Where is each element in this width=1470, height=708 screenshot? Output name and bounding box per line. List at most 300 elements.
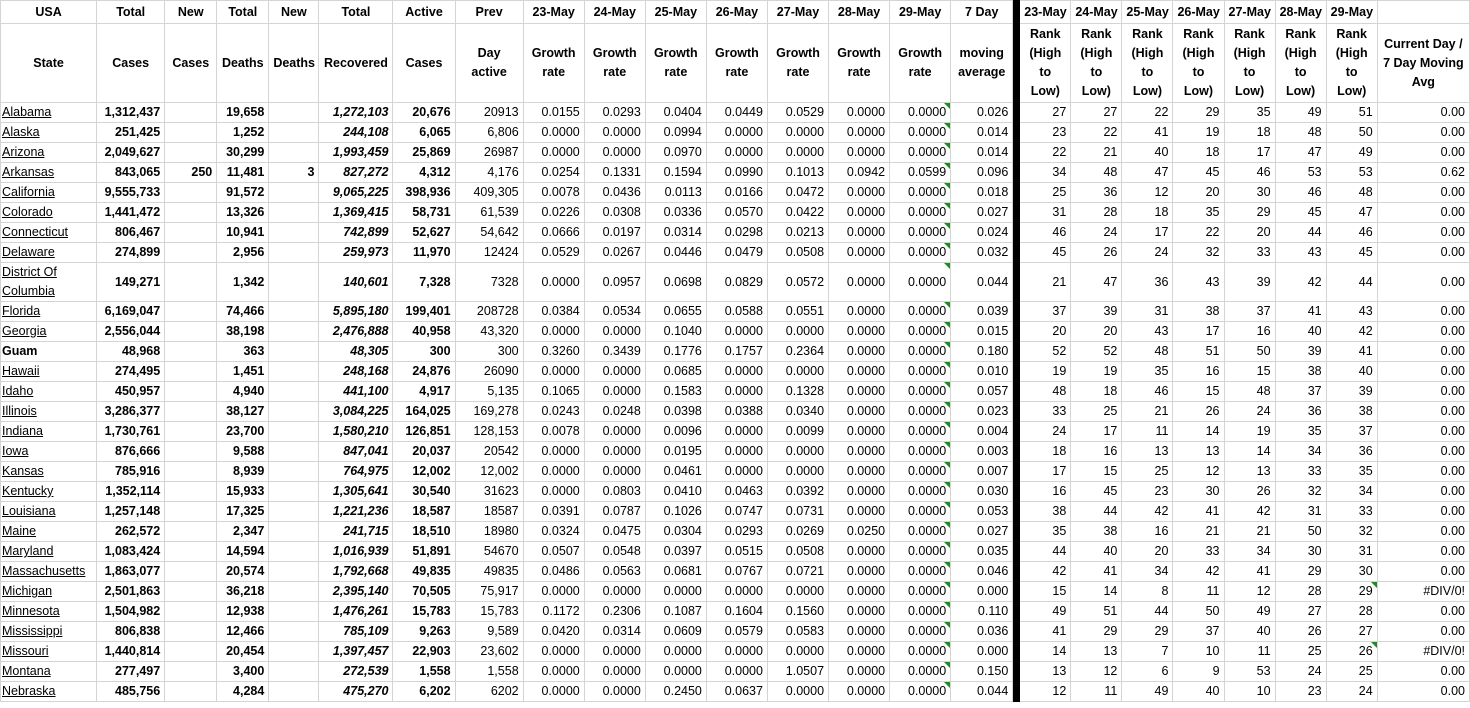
recovered-cell[interactable]: 2,395,140 xyxy=(319,582,393,602)
prev-day-active-cell[interactable]: 409,305 xyxy=(455,183,523,203)
rank-cell[interactable]: 41 xyxy=(1224,562,1275,582)
growth-rate-cell[interactable]: 0.0000 xyxy=(523,462,584,482)
state-link[interactable]: Idaho xyxy=(1,382,97,402)
active-cases-cell[interactable]: 12,002 xyxy=(393,462,455,482)
state-link[interactable]: Maine xyxy=(1,522,97,542)
recovered-cell[interactable]: 259,973 xyxy=(319,243,393,263)
growth-rate-cell[interactable]: 0.0000 xyxy=(523,442,584,462)
header-cell[interactable]: Growth rate xyxy=(767,24,828,103)
active-cases-cell[interactable]: 25,869 xyxy=(393,143,455,163)
rank-cell[interactable]: 36 xyxy=(1275,402,1326,422)
total-cases-cell[interactable]: 1,504,982 xyxy=(97,602,165,622)
growth-rate-cell[interactable]: 0.0803 xyxy=(584,482,645,502)
growth-rate-cell[interactable]: 1.0507 xyxy=(767,662,828,682)
moving-average-cell[interactable]: 0.110 xyxy=(951,602,1013,622)
header-cell[interactable]: Cases xyxy=(393,24,455,103)
rank-cell[interactable]: 41 xyxy=(1173,502,1224,522)
rank-cell[interactable]: 33 xyxy=(1275,462,1326,482)
active-cases-cell[interactable]: 52,627 xyxy=(393,223,455,243)
growth-rate-cell[interactable]: 0.0609 xyxy=(645,622,706,642)
recovered-cell[interactable]: 5,895,180 xyxy=(319,302,393,322)
prev-day-active-cell[interactable]: 23,602 xyxy=(455,642,523,662)
header-cell[interactable]: 27-May xyxy=(767,1,828,24)
active-cases-cell[interactable]: 24,876 xyxy=(393,362,455,382)
total-deaths-cell[interactable]: 12,938 xyxy=(217,602,269,622)
header-cell[interactable]: USA xyxy=(1,1,97,24)
new-deaths-cell[interactable] xyxy=(269,622,319,642)
active-cases-cell[interactable]: 1,558 xyxy=(393,662,455,682)
rank-cell[interactable]: 28 xyxy=(1071,203,1122,223)
growth-rate-cell[interactable]: 0.0000 xyxy=(523,662,584,682)
growth-rate-cell[interactable]: 0.0942 xyxy=(829,163,890,183)
prev-day-active-cell[interactable]: 208728 xyxy=(455,302,523,322)
header-cell[interactable]: Growth rate xyxy=(584,24,645,103)
state-link[interactable]: Nebraska xyxy=(1,682,97,702)
recovered-cell[interactable]: 1,305,641 xyxy=(319,482,393,502)
rank-cell[interactable]: 18 xyxy=(1020,442,1071,462)
total-deaths-cell[interactable]: 3,400 xyxy=(217,662,269,682)
rank-cell[interactable]: 49 xyxy=(1275,103,1326,123)
growth-rate-cell[interactable]: 0.0000 xyxy=(890,622,951,642)
header-cell[interactable]: Growth rate xyxy=(706,24,767,103)
rank-cell[interactable]: 43 xyxy=(1173,263,1224,302)
rank-cell[interactable]: 22 xyxy=(1020,143,1071,163)
header-cell[interactable]: Rank (High to Low) xyxy=(1224,24,1275,103)
moving-average-cell[interactable]: 0.000 xyxy=(951,582,1013,602)
rank-cell[interactable]: 18 xyxy=(1071,382,1122,402)
moving-average-cell[interactable]: 0.096 xyxy=(951,163,1013,183)
recovered-cell[interactable]: 1,221,236 xyxy=(319,502,393,522)
growth-rate-cell[interactable]: 0.0000 xyxy=(829,542,890,562)
new-cases-cell[interactable] xyxy=(165,302,217,322)
growth-rate-cell[interactable]: 0.0000 xyxy=(829,103,890,123)
rank-cell[interactable]: 28 xyxy=(1275,582,1326,602)
prev-day-active-cell[interactable]: 15,783 xyxy=(455,602,523,622)
total-deaths-cell[interactable]: 10,941 xyxy=(217,223,269,243)
prev-day-active-cell[interactable]: 5,135 xyxy=(455,382,523,402)
prev-day-active-cell[interactable]: 20913 xyxy=(455,103,523,123)
rank-cell[interactable]: 18 xyxy=(1122,203,1173,223)
rank-cell[interactable]: 27 xyxy=(1275,602,1326,622)
header-cell[interactable]: Active xyxy=(393,1,455,24)
growth-rate-cell[interactable]: 0.0637 xyxy=(706,682,767,702)
growth-rate-cell[interactable]: 0.0000 xyxy=(829,342,890,362)
rank-cell[interactable]: 42 xyxy=(1122,502,1173,522)
growth-rate-cell[interactable]: 0.0461 xyxy=(645,462,706,482)
rank-cell[interactable]: 49 xyxy=(1224,602,1275,622)
growth-rate-cell[interactable]: 0.0970 xyxy=(645,143,706,163)
moving-average-cell[interactable]: 0.023 xyxy=(951,402,1013,422)
rank-cell[interactable]: 53 xyxy=(1275,163,1326,183)
header-cell[interactable]: Growth rate xyxy=(829,24,890,103)
moving-average-cell[interactable]: 0.057 xyxy=(951,382,1013,402)
growth-rate-cell[interactable]: 0.0000 xyxy=(523,582,584,602)
header-cell[interactable]: Cases xyxy=(97,24,165,103)
recovered-cell[interactable]: 847,041 xyxy=(319,442,393,462)
moving-average-cell[interactable]: 0.044 xyxy=(951,682,1013,702)
current-vs-average-cell[interactable]: 0.00 xyxy=(1377,502,1469,522)
current-vs-average-cell[interactable]: 0.00 xyxy=(1377,183,1469,203)
rank-cell[interactable]: 24 xyxy=(1122,243,1173,263)
total-deaths-cell[interactable]: 4,940 xyxy=(217,382,269,402)
rank-cell[interactable]: 44 xyxy=(1326,263,1377,302)
rank-cell[interactable]: 11 xyxy=(1224,642,1275,662)
new-cases-cell[interactable] xyxy=(165,103,217,123)
rank-cell[interactable]: 25 xyxy=(1071,402,1122,422)
growth-rate-cell[interactable]: 0.0000 xyxy=(523,682,584,702)
total-deaths-cell[interactable]: 13,326 xyxy=(217,203,269,223)
rank-cell[interactable]: 14 xyxy=(1020,642,1071,662)
current-vs-average-cell[interactable]: 0.00 xyxy=(1377,203,1469,223)
total-cases-cell[interactable]: 48,968 xyxy=(97,342,165,362)
rank-cell[interactable]: 49 xyxy=(1122,682,1173,702)
growth-rate-cell[interactable]: 0.0000 xyxy=(829,243,890,263)
active-cases-cell[interactable]: 4,917 xyxy=(393,382,455,402)
rank-cell[interactable]: 42 xyxy=(1173,562,1224,582)
rank-cell[interactable]: 17 xyxy=(1020,462,1071,482)
growth-rate-cell[interactable]: 0.0324 xyxy=(523,522,584,542)
rank-cell[interactable]: 14 xyxy=(1224,442,1275,462)
active-cases-cell[interactable]: 30,540 xyxy=(393,482,455,502)
moving-average-cell[interactable]: 0.150 xyxy=(951,662,1013,682)
prev-day-active-cell[interactable]: 1,558 xyxy=(455,662,523,682)
header-cell[interactable]: 29-May xyxy=(1326,1,1377,24)
growth-rate-cell[interactable]: 0.0829 xyxy=(706,263,767,302)
growth-rate-cell[interactable]: 0.0000 xyxy=(767,442,828,462)
growth-rate-cell[interactable]: 0.0655 xyxy=(645,302,706,322)
rank-cell[interactable]: 15 xyxy=(1224,362,1275,382)
rank-cell[interactable]: 42 xyxy=(1275,263,1326,302)
growth-rate-cell[interactable]: 0.0099 xyxy=(767,422,828,442)
rank-cell[interactable]: 30 xyxy=(1224,183,1275,203)
growth-rate-cell[interactable]: 0.0000 xyxy=(584,682,645,702)
rank-cell[interactable]: 50 xyxy=(1224,342,1275,362)
growth-rate-cell[interactable]: 0.0000 xyxy=(890,183,951,203)
growth-rate-cell[interactable]: 0.0599 xyxy=(890,163,951,183)
growth-rate-cell[interactable]: 0.0000 xyxy=(890,462,951,482)
rank-cell[interactable]: 51 xyxy=(1071,602,1122,622)
growth-rate-cell[interactable]: 0.0267 xyxy=(584,243,645,263)
growth-rate-cell[interactable]: 0.0000 xyxy=(584,462,645,482)
moving-average-cell[interactable]: 0.015 xyxy=(951,322,1013,342)
growth-rate-cell[interactable]: 0.0293 xyxy=(584,103,645,123)
state-link[interactable]: Kansas xyxy=(1,462,97,482)
state-link[interactable]: Michigan xyxy=(1,582,97,602)
growth-rate-cell[interactable]: 0.0000 xyxy=(890,582,951,602)
new-deaths-cell[interactable] xyxy=(269,322,319,342)
header-cell[interactable]: 27-May xyxy=(1224,1,1275,24)
growth-rate-cell[interactable]: 0.0508 xyxy=(767,243,828,263)
current-vs-average-cell[interactable]: #DIV/0! xyxy=(1377,642,1469,662)
recovered-cell[interactable]: 785,109 xyxy=(319,622,393,642)
state-link[interactable]: Hawaii xyxy=(1,362,97,382)
rank-cell[interactable]: 26 xyxy=(1326,642,1377,662)
active-cases-cell[interactable]: 20,037 xyxy=(393,442,455,462)
total-deaths-cell[interactable]: 8,939 xyxy=(217,462,269,482)
total-deaths-cell[interactable]: 1,342 xyxy=(217,263,269,302)
growth-rate-cell[interactable]: 0.0420 xyxy=(523,622,584,642)
current-vs-average-cell[interactable]: 0.62 xyxy=(1377,163,1469,183)
rank-cell[interactable]: 36 xyxy=(1071,183,1122,203)
recovered-cell[interactable]: 1,272,103 xyxy=(319,103,393,123)
rank-cell[interactable]: 46 xyxy=(1224,163,1275,183)
header-cell[interactable]: Rank (High to Low) xyxy=(1122,24,1173,103)
growth-rate-cell[interactable]: 0.0000 xyxy=(829,442,890,462)
rank-cell[interactable]: 45 xyxy=(1020,243,1071,263)
new-deaths-cell[interactable] xyxy=(269,382,319,402)
new-cases-cell[interactable] xyxy=(165,382,217,402)
growth-rate-cell[interactable]: 0.0000 xyxy=(767,462,828,482)
growth-rate-cell[interactable]: 0.0000 xyxy=(890,382,951,402)
growth-rate-cell[interactable]: 0.2306 xyxy=(584,602,645,622)
header-cell[interactable]: State xyxy=(1,24,97,103)
new-cases-cell[interactable] xyxy=(165,522,217,542)
prev-day-active-cell[interactable]: 31623 xyxy=(455,482,523,502)
growth-rate-cell[interactable]: 0.0787 xyxy=(584,502,645,522)
header-cell[interactable]: Rank (High to Low) xyxy=(1173,24,1224,103)
new-cases-cell[interactable] xyxy=(165,682,217,702)
growth-rate-cell[interactable]: 0.0340 xyxy=(767,402,828,422)
prev-day-active-cell[interactable]: 75,917 xyxy=(455,582,523,602)
current-vs-average-cell[interactable]: 0.00 xyxy=(1377,143,1469,163)
rank-cell[interactable]: 21 xyxy=(1224,522,1275,542)
rank-cell[interactable]: 13 xyxy=(1224,462,1275,482)
rank-cell[interactable]: 46 xyxy=(1122,382,1173,402)
header-cell[interactable]: Prev xyxy=(455,1,523,24)
prev-day-active-cell[interactable]: 54670 xyxy=(455,542,523,562)
growth-rate-cell[interactable]: 0.0000 xyxy=(829,682,890,702)
rank-cell[interactable]: 33 xyxy=(1173,542,1224,562)
growth-rate-cell[interactable]: 0.0000 xyxy=(890,123,951,143)
state-link[interactable]: Delaware xyxy=(1,243,97,263)
recovered-cell[interactable]: 1,397,457 xyxy=(319,642,393,662)
rank-cell[interactable]: 39 xyxy=(1224,263,1275,302)
header-cell[interactable]: 28-May xyxy=(829,1,890,24)
prev-day-active-cell[interactable]: 49835 xyxy=(455,562,523,582)
recovered-cell[interactable]: 475,270 xyxy=(319,682,393,702)
total-deaths-cell[interactable]: 38,198 xyxy=(217,322,269,342)
rank-cell[interactable]: 25 xyxy=(1020,183,1071,203)
growth-rate-cell[interactable]: 0.0254 xyxy=(523,163,584,183)
growth-rate-cell[interactable]: 0.0000 xyxy=(890,522,951,542)
rank-cell[interactable]: 38 xyxy=(1071,522,1122,542)
rank-cell[interactable]: 24 xyxy=(1326,682,1377,702)
total-deaths-cell[interactable]: 19,658 xyxy=(217,103,269,123)
header-cell[interactable]: Deaths xyxy=(217,24,269,103)
rank-cell[interactable]: 38 xyxy=(1020,502,1071,522)
active-cases-cell[interactable]: 15,783 xyxy=(393,602,455,622)
moving-average-cell[interactable]: 0.027 xyxy=(951,522,1013,542)
header-cell[interactable]: moving average xyxy=(951,24,1013,103)
growth-rate-cell[interactable]: 0.0731 xyxy=(767,502,828,522)
state-link[interactable]: Arizona xyxy=(1,143,97,163)
rank-cell[interactable]: 12 xyxy=(1020,682,1071,702)
growth-rate-cell[interactable]: 0.0213 xyxy=(767,223,828,243)
rank-cell[interactable]: 39 xyxy=(1326,382,1377,402)
rank-cell[interactable]: 48 xyxy=(1275,123,1326,143)
state-link[interactable]: Alabama xyxy=(1,103,97,123)
growth-rate-cell[interactable]: 0.0579 xyxy=(706,622,767,642)
growth-rate-cell[interactable]: 0.0551 xyxy=(767,302,828,322)
rank-cell[interactable]: 20 xyxy=(1071,322,1122,342)
rank-cell[interactable]: 33 xyxy=(1326,502,1377,522)
new-deaths-cell[interactable] xyxy=(269,522,319,542)
growth-rate-cell[interactable]: 0.0000 xyxy=(706,362,767,382)
moving-average-cell[interactable]: 0.026 xyxy=(951,103,1013,123)
active-cases-cell[interactable]: 49,835 xyxy=(393,562,455,582)
recovered-cell[interactable]: 1,369,415 xyxy=(319,203,393,223)
active-cases-cell[interactable]: 11,970 xyxy=(393,243,455,263)
active-cases-cell[interactable]: 22,903 xyxy=(393,642,455,662)
rank-cell[interactable]: 27 xyxy=(1071,103,1122,123)
current-vs-average-cell[interactable]: 0.00 xyxy=(1377,462,1469,482)
growth-rate-cell[interactable]: 0.0000 xyxy=(706,123,767,143)
active-cases-cell[interactable]: 18,510 xyxy=(393,522,455,542)
header-cell[interactable]: Cases xyxy=(165,24,217,103)
prev-day-active-cell[interactable]: 26987 xyxy=(455,143,523,163)
header-cell[interactable]: Rank (High to Low) xyxy=(1020,24,1071,103)
rank-cell[interactable]: 16 xyxy=(1071,442,1122,462)
growth-rate-cell[interactable]: 0.0113 xyxy=(645,183,706,203)
header-cell[interactable]: Recovered xyxy=(319,24,393,103)
growth-rate-cell[interactable]: 0.0767 xyxy=(706,562,767,582)
rank-cell[interactable]: 16 xyxy=(1224,322,1275,342)
new-cases-cell[interactable] xyxy=(165,243,217,263)
rank-cell[interactable]: 44 xyxy=(1122,602,1173,622)
prev-day-active-cell[interactable]: 9,589 xyxy=(455,622,523,642)
rank-cell[interactable]: 47 xyxy=(1122,163,1173,183)
growth-rate-cell[interactable]: 0.0000 xyxy=(767,582,828,602)
rank-cell[interactable]: 48 xyxy=(1122,342,1173,362)
rank-cell[interactable]: 53 xyxy=(1224,662,1275,682)
active-cases-cell[interactable]: 6,202 xyxy=(393,682,455,702)
state-link[interactable]: Indiana xyxy=(1,422,97,442)
growth-rate-cell[interactable]: 0.0000 xyxy=(767,682,828,702)
growth-rate-cell[interactable]: 0.0336 xyxy=(645,203,706,223)
new-cases-cell[interactable] xyxy=(165,362,217,382)
rank-cell[interactable]: 20 xyxy=(1173,183,1224,203)
rank-cell[interactable]: 14 xyxy=(1173,422,1224,442)
rank-cell[interactable]: 29 xyxy=(1071,622,1122,642)
header-cell[interactable]: Day active xyxy=(455,24,523,103)
current-vs-average-cell[interactable]: 0.00 xyxy=(1377,342,1469,362)
rank-cell[interactable]: 23 xyxy=(1020,123,1071,143)
current-vs-average-cell[interactable]: 0.00 xyxy=(1377,682,1469,702)
growth-rate-cell[interactable]: 0.0472 xyxy=(767,183,828,203)
moving-average-cell[interactable]: 0.024 xyxy=(951,223,1013,243)
rank-cell[interactable]: 37 xyxy=(1173,622,1224,642)
new-deaths-cell[interactable] xyxy=(269,662,319,682)
rank-cell[interactable]: 10 xyxy=(1173,642,1224,662)
growth-rate-cell[interactable]: 0.0293 xyxy=(706,522,767,542)
growth-rate-cell[interactable]: 0.0572 xyxy=(767,263,828,302)
new-cases-cell[interactable] xyxy=(165,263,217,302)
growth-rate-cell[interactable]: 0.0269 xyxy=(767,522,828,542)
growth-rate-cell[interactable]: 0.0957 xyxy=(584,263,645,302)
growth-rate-cell[interactable]: 0.0000 xyxy=(523,482,584,502)
growth-rate-cell[interactable]: 0.0000 xyxy=(829,203,890,223)
current-vs-average-cell[interactable]: 0.00 xyxy=(1377,362,1469,382)
new-deaths-cell[interactable] xyxy=(269,502,319,522)
growth-rate-cell[interactable]: 0.1594 xyxy=(645,163,706,183)
state-link[interactable]: California xyxy=(1,183,97,203)
total-deaths-cell[interactable]: 17,325 xyxy=(217,502,269,522)
growth-rate-cell[interactable]: 0.0446 xyxy=(645,243,706,263)
growth-rate-cell[interactable]: 0.0000 xyxy=(890,562,951,582)
rank-cell[interactable]: 41 xyxy=(1122,123,1173,143)
growth-rate-cell[interactable]: 0.0096 xyxy=(645,422,706,442)
growth-rate-cell[interactable]: 0.0000 xyxy=(829,622,890,642)
rank-cell[interactable]: 48 xyxy=(1326,183,1377,203)
rank-cell[interactable]: 32 xyxy=(1326,522,1377,542)
rank-cell[interactable]: 40 xyxy=(1173,682,1224,702)
growth-rate-cell[interactable]: 0.0000 xyxy=(829,263,890,302)
growth-rate-cell[interactable]: 0.0000 xyxy=(829,362,890,382)
rank-cell[interactable]: 34 xyxy=(1122,562,1173,582)
rank-cell[interactable]: 17 xyxy=(1122,223,1173,243)
growth-rate-cell[interactable]: 0.0000 xyxy=(767,642,828,662)
new-deaths-cell[interactable] xyxy=(269,682,319,702)
state-link[interactable]: Kentucky xyxy=(1,482,97,502)
rank-cell[interactable]: 49 xyxy=(1020,602,1071,622)
header-cell[interactable]: Rank (High to Low) xyxy=(1275,24,1326,103)
total-deaths-cell[interactable]: 1,451 xyxy=(217,362,269,382)
prev-day-active-cell[interactable]: 12,002 xyxy=(455,462,523,482)
active-cases-cell[interactable]: 6,065 xyxy=(393,123,455,143)
rank-cell[interactable]: 41 xyxy=(1071,562,1122,582)
current-vs-average-cell[interactable]: 0.00 xyxy=(1377,522,1469,542)
growth-rate-cell[interactable]: 0.0000 xyxy=(890,362,951,382)
header-cell[interactable]: 24-May xyxy=(1071,1,1122,24)
rank-cell[interactable]: 29 xyxy=(1122,622,1173,642)
new-cases-cell[interactable] xyxy=(165,422,217,442)
growth-rate-cell[interactable]: 0.1331 xyxy=(584,163,645,183)
rank-cell[interactable]: 25 xyxy=(1275,642,1326,662)
current-vs-average-cell[interactable]: 0.00 xyxy=(1377,562,1469,582)
rank-cell[interactable]: 29 xyxy=(1275,562,1326,582)
rank-cell[interactable]: 40 xyxy=(1071,542,1122,562)
growth-rate-cell[interactable]: 0.0248 xyxy=(584,402,645,422)
growth-rate-cell[interactable]: 0.0195 xyxy=(645,442,706,462)
rank-cell[interactable]: 45 xyxy=(1326,243,1377,263)
rank-cell[interactable]: 32 xyxy=(1275,482,1326,502)
rank-cell[interactable]: 19 xyxy=(1173,123,1224,143)
growth-rate-cell[interactable]: 0.0000 xyxy=(706,382,767,402)
rank-cell[interactable]: 30 xyxy=(1173,482,1224,502)
active-cases-cell[interactable]: 9,263 xyxy=(393,622,455,642)
header-cell[interactable]: 26-May xyxy=(1173,1,1224,24)
prev-day-active-cell[interactable]: 12424 xyxy=(455,243,523,263)
new-deaths-cell[interactable] xyxy=(269,243,319,263)
active-cases-cell[interactable]: 58,731 xyxy=(393,203,455,223)
current-vs-average-cell[interactable]: 0.00 xyxy=(1377,302,1469,322)
growth-rate-cell[interactable]: 0.0000 xyxy=(829,382,890,402)
growth-rate-cell[interactable]: 0.0000 xyxy=(706,422,767,442)
rank-cell[interactable]: 53 xyxy=(1326,163,1377,183)
growth-rate-cell[interactable]: 0.0000 xyxy=(584,123,645,143)
growth-rate-cell[interactable]: 0.0000 xyxy=(829,223,890,243)
rank-cell[interactable]: 13 xyxy=(1122,442,1173,462)
total-deaths-cell[interactable]: 12,466 xyxy=(217,622,269,642)
active-cases-cell[interactable]: 199,401 xyxy=(393,302,455,322)
total-deaths-cell[interactable]: 2,347 xyxy=(217,522,269,542)
total-deaths-cell[interactable]: 20,574 xyxy=(217,562,269,582)
growth-rate-cell[interactable]: 0.0000 xyxy=(829,502,890,522)
moving-average-cell[interactable]: 0.014 xyxy=(951,123,1013,143)
current-vs-average-cell[interactable]: 0.00 xyxy=(1377,622,1469,642)
new-cases-cell[interactable] xyxy=(165,223,217,243)
growth-rate-cell[interactable]: 0.0534 xyxy=(584,302,645,322)
